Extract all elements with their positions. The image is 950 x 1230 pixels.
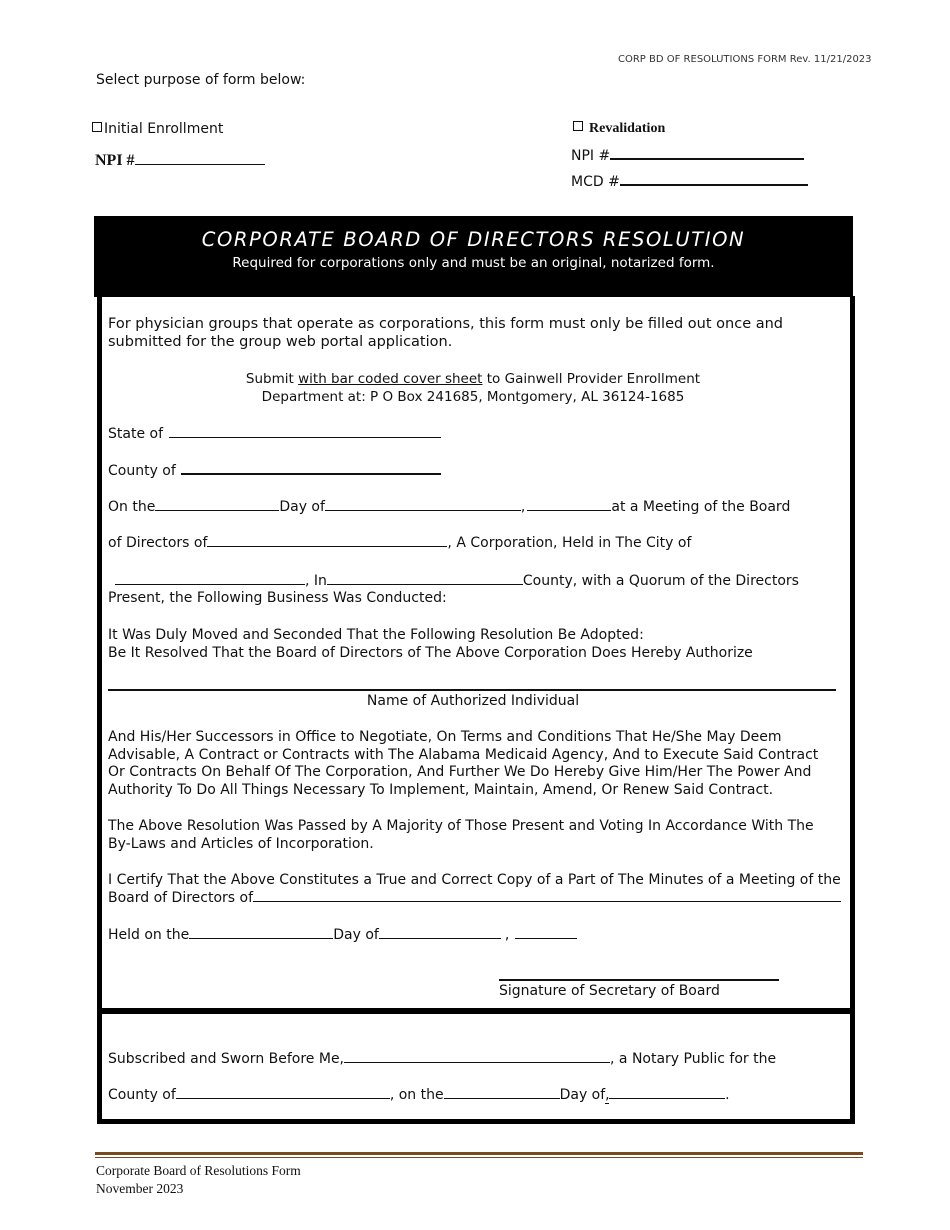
notary-month-field[interactable]: [609, 1086, 725, 1099]
notary-on-the-label: , on the: [389, 1087, 444, 1103]
successors-text: And His/Her Successors in Office to Negotiate, On Terms and Conditions That He/She May Deem Advisable, A Contract or Contracts with The Alabama Medicaid Agency, And to Execute Said Contract Or Contracts On Behalf Of The Corporation, And Further We Do Hereby Give Him/Her The Power And Authority To Do All Things Necessary To Implement, Maintain, Amend, Or Renew Said Contract.: [108, 729, 819, 798]
meeting-year-field[interactable]: [527, 498, 611, 511]
day-of-label: Day of: [279, 499, 325, 515]
held-month-field[interactable]: [379, 926, 501, 939]
notary-name-field[interactable]: [344, 1050, 610, 1063]
notary-county-row: [108, 1086, 730, 1104]
submit-underlined: with bar coded cover sheet: [298, 371, 483, 387]
comma: ,: [520, 499, 526, 515]
revalidation-checkbox[interactable]: [573, 121, 583, 131]
notary-county-label: County of: [108, 1087, 176, 1103]
initial-enrollment-label: Initial Enrollment: [104, 121, 224, 137]
county-label: County of: [108, 463, 176, 479]
npi-left-field[interactable]: [135, 150, 265, 165]
title-banner: [94, 216, 853, 297]
npi-right-row: [571, 146, 804, 164]
passed-text: The Above Resolution Was Passed by A Majority of Those Present and Voting In Accordance With The By-Laws and Articles of Incorporation.: [108, 818, 814, 852]
directors-of-label: of Directors of: [108, 535, 208, 551]
submit-gainwell: Gainwell: [504, 371, 563, 387]
npi-right-label: NPI #: [571, 148, 611, 164]
comma: ,: [504, 927, 510, 943]
secretary-signature-field[interactable]: [499, 979, 779, 981]
board-directors-field[interactable]: [253, 889, 841, 902]
held-year-field[interactable]: [515, 926, 577, 939]
revalidation-label: Revalidation: [589, 121, 666, 136]
notary-public-label: , a Notary Public for the: [610, 1051, 777, 1067]
footer-divider-thin: [95, 1157, 863, 1158]
authorized-individual-field[interactable]: [108, 689, 836, 691]
revalidation-option[interactable]: [573, 121, 665, 137]
city-field[interactable]: [115, 572, 305, 585]
form-title: CORPORATE BOARD OF DIRECTORS RESOLUTION: [201, 228, 746, 251]
in-label: , In: [305, 573, 327, 589]
corporation-name-field[interactable]: [207, 534, 447, 547]
npi-right-field[interactable]: [610, 146, 804, 160]
present-text: Present, the Following Business Was Conducted:: [108, 590, 447, 606]
footer-title: Corporate Board of Resolutions Form: [96, 1163, 301, 1178]
notary-day-field[interactable]: [444, 1086, 560, 1099]
notary-period: .: [725, 1087, 730, 1103]
city-row: [108, 572, 799, 589]
form-subtitle: Required for corporations only and must be an original, notarized form.: [232, 255, 715, 271]
mcd-label: MCD #: [571, 174, 620, 190]
meeting-day-field[interactable]: [155, 498, 279, 511]
intro-text: For physician groups that operate as corporations, this form must only be filled out once and submitted for the group web portal application.: [108, 316, 784, 350]
resolved-text: Be It Resolved That the Board of Directors of The Above Corporation Does Hereby Authorize: [108, 645, 753, 661]
directors-row: [108, 534, 691, 551]
mcd-field[interactable]: [620, 172, 808, 186]
county-field[interactable]: [181, 461, 441, 475]
footer: [96, 1162, 301, 1198]
initial-enrollment-checkbox[interactable]: [92, 122, 102, 132]
notary-county-field[interactable]: [176, 1086, 390, 1099]
initial-enrollment-option[interactable]: [92, 121, 223, 137]
county-row: [108, 461, 441, 479]
footer-divider-thick: [95, 1152, 863, 1155]
submit-to: to: [482, 371, 505, 387]
authorized-individual-label: Name of Authorized Individual: [366, 693, 580, 709]
submit-prefix: Submit: [245, 371, 299, 387]
state-field[interactable]: [169, 425, 441, 438]
held-day-of-label: Day of: [333, 927, 379, 943]
notary-comma: ,: [605, 1087, 610, 1103]
county-name-field[interactable]: [327, 572, 523, 585]
signature-label: Signature of Secretary of Board: [499, 983, 720, 999]
notary-day-of-label: Day of: [559, 1087, 606, 1103]
on-the-label: On the: [108, 499, 156, 515]
submit-instructions: [108, 371, 838, 406]
npi-left-label: NPI #: [95, 152, 135, 169]
select-purpose-label: Select purpose of form below:: [96, 72, 306, 88]
moved-text: It Was Duly Moved and Seconded That the Following Resolution Be Adopted:: [108, 627, 644, 643]
state-label: State of: [108, 426, 164, 442]
form-id: CORP BD OF RESOLUTIONS FORM Rev. 11/21/2023: [618, 54, 872, 65]
meeting-month-field[interactable]: [325, 498, 521, 511]
footer-date: November 2023: [96, 1181, 184, 1196]
mcd-row: [571, 172, 808, 190]
meeting-date-row: [108, 498, 790, 515]
held-on-label: Held on the: [108, 927, 190, 943]
npi-left-row: [95, 150, 265, 170]
submit-rest: Provider Enrollment: [562, 371, 701, 387]
state-row: [108, 425, 441, 442]
board-directors-row: [108, 889, 841, 906]
subscribed-row: [108, 1050, 776, 1067]
notary-box: [97, 1011, 855, 1124]
board-directors-label: Board of Directors of: [108, 890, 254, 906]
submit-address: Department at: P O Box 241685, Montgomery, AL 36124-1685: [261, 388, 685, 405]
held-day-field[interactable]: [189, 926, 333, 939]
meeting-label: at a Meeting of the Board: [611, 499, 791, 515]
county-quorum-label: County, with a Quorum of the Directors: [522, 573, 799, 589]
held-on-row: [108, 926, 577, 943]
subscribed-label: Subscribed and Sworn Before Me,: [108, 1051, 345, 1067]
corporation-label: , A Corporation, Held in The City of: [447, 535, 692, 551]
certify-text: I Certify That the Above Constitutes a True and Correct Copy of a Part of The Minutes of a Meeting of the: [108, 872, 841, 888]
